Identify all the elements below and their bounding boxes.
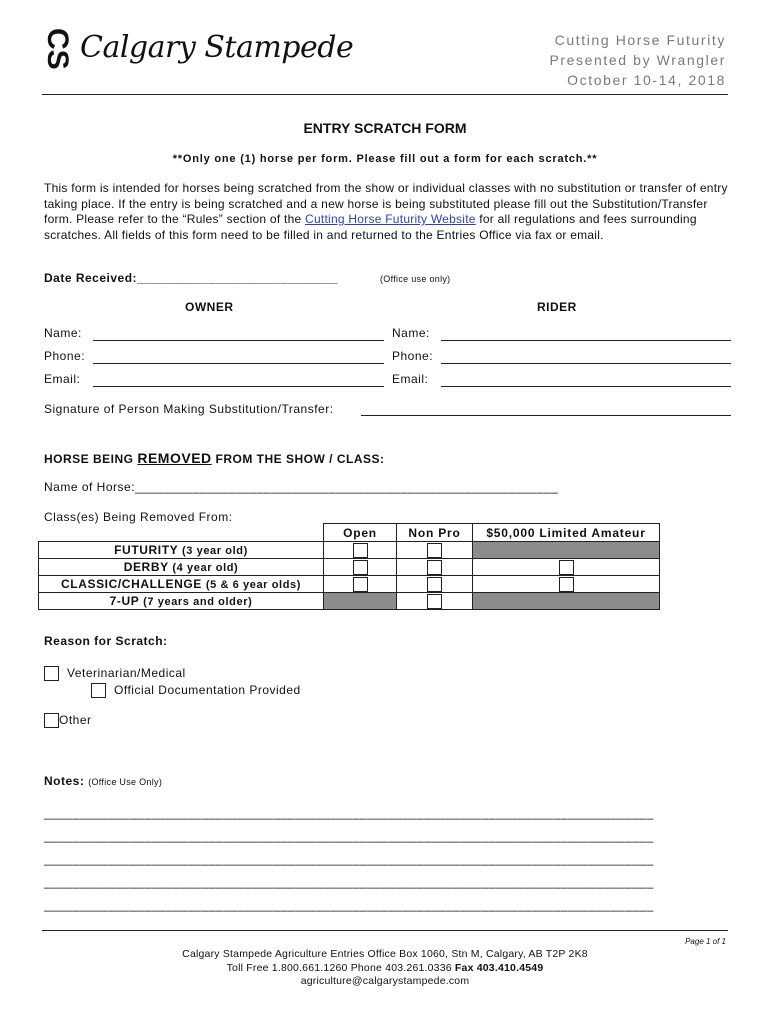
rider-heading: RIDER [537,300,577,314]
table-row [39,559,660,576]
futurity-nonpro-checkbox[interactable] [427,543,442,558]
futurity-website-link[interactable]: Cutting Horse Futurity Website [305,212,476,226]
horse-name-field[interactable]: Name of Horse:___________________________________________________________ [44,480,559,494]
page-number: Page 1 of 1 [685,937,726,946]
owner-email-field[interactable] [93,386,384,387]
col-open: Open [324,524,397,542]
signature-label: Signature of Person Making Substitution/Transfer: [44,402,334,416]
col-non-pro: Non Pro [397,524,473,542]
form-subtitle: **Only one (1) horse per form. Please fill out a form for each scratch.** [172,153,598,165]
class-7-up: 7-UP (7 years and older) [39,593,324,610]
7up-amateur-na [473,593,660,610]
signature-field[interactable] [361,415,731,416]
class-futurity: FUTURITY (3 year old) [39,542,324,559]
footer-email: agriculture@calgarystampede.com [300,975,470,987]
notes-line-3[interactable]: _____________________________________________________________________________________ [44,852,654,866]
owner-name-label: Name: [44,326,82,340]
derby-amateur-checkbox[interactable] [559,560,574,575]
reason-docs-row: Official Documentation Provided [91,683,301,698]
futurity-open-checkbox[interactable] [353,543,368,558]
classic-amateur-checkbox[interactable] [559,577,574,592]
reason-other-checkbox[interactable] [44,713,59,728]
rider-email-label: Email: [392,372,429,386]
rider-phone-label: Phone: [392,349,434,363]
reason-vet-row: Veterinarian/Medical [44,666,186,681]
7up-nonpro-checkbox[interactable] [427,594,442,609]
notes-line-1[interactable]: _____________________________________________________________________________________ [44,806,654,820]
owner-email-label: Email: [44,372,81,386]
classes-label: Class(es) Being Removed From: [44,510,233,524]
notes-line-2[interactable]: _____________________________________________________________________________________ [44,829,654,843]
reason-vet-checkbox[interactable] [44,666,59,681]
table-header-row [39,524,660,542]
reason-heading: Reason for Scratch: [44,634,168,648]
reason-docs-checkbox[interactable] [91,683,106,698]
owner-phone-field[interactable] [93,363,384,364]
form-title: ENTRY SCRATCH FORM [303,120,467,136]
rider-email-field[interactable] [441,386,731,387]
footer-rule [42,930,728,931]
rider-name-field[interactable] [441,340,731,341]
logo-text: Calgary Stampede [80,30,354,65]
event-info [549,30,726,90]
classic-open-checkbox[interactable] [353,577,368,592]
rider-name-label: Name: [392,326,430,340]
owner-heading: OWNER [185,300,234,314]
notes-label: Notes: (Office Use Only) [44,774,163,788]
header-rule [42,94,728,95]
footer-contact [0,948,770,989]
footer-phones: Toll Free 1.800.661.1260 Phone 403.261.0336 Fax 403.410.4549 [226,961,544,974]
table-row [39,576,660,593]
event-dates: October 10-14, 2018 [567,72,726,88]
notes-line-5[interactable]: _____________________________________________________________________________________ [44,898,654,912]
futurity-amateur-na [473,542,660,559]
owner-phone-label: Phone: [44,349,86,363]
derby-nonpro-checkbox[interactable] [427,560,442,575]
classic-nonpro-checkbox[interactable] [427,577,442,592]
table-row [39,593,660,610]
event-presenter: Presented by Wrangler [549,52,726,68]
class-derby: DERBY (4 year old) [39,559,324,576]
classes-table [38,523,660,610]
col-limited-amateur: $50,000 Limited Amateur [473,524,660,542]
event-title: Cutting Horse Futurity [554,32,726,48]
office-use-note: (Office use only) [380,274,451,284]
notes-line-4[interactable]: _____________________________________________________________________________________ [44,875,654,889]
rider-phone-field[interactable] [441,363,731,364]
horse-removed-heading: HORSE BEING REMOVED FROM THE SHOW / CLASS: [44,450,385,466]
class-classic-challenge: CLASSIC/CHALLENGE (5 & 6 year olds) [39,576,324,593]
footer-address: Calgary Stampede Agriculture Entries Office Box 1060, Stn M, Calgary, AB T2P 2K8 [182,948,588,960]
logo-mark: CS [41,28,74,70]
reason-other-row: Other [44,713,92,728]
owner-name-field[interactable] [93,340,384,341]
derby-open-checkbox[interactable] [353,560,368,575]
date-received-label: Date Received:____________________________ [44,271,338,285]
intro-paragraph: This form is intended for horses being scratched from the show or individual classes with no substitution or transfer of entry taking place. If the entry is being scratched and a new horse is being substituted please fill out the Substitution/Transfer form. Please refer to the “Rules” section of the Cutting Horse Futurity Website for all regulations and fees surrounding scratches. All fields of this form need to be filled in and returned to the Entries Office via fax or email. [44,181,728,242]
7up-open-na [324,593,397,610]
table-row [39,542,660,559]
